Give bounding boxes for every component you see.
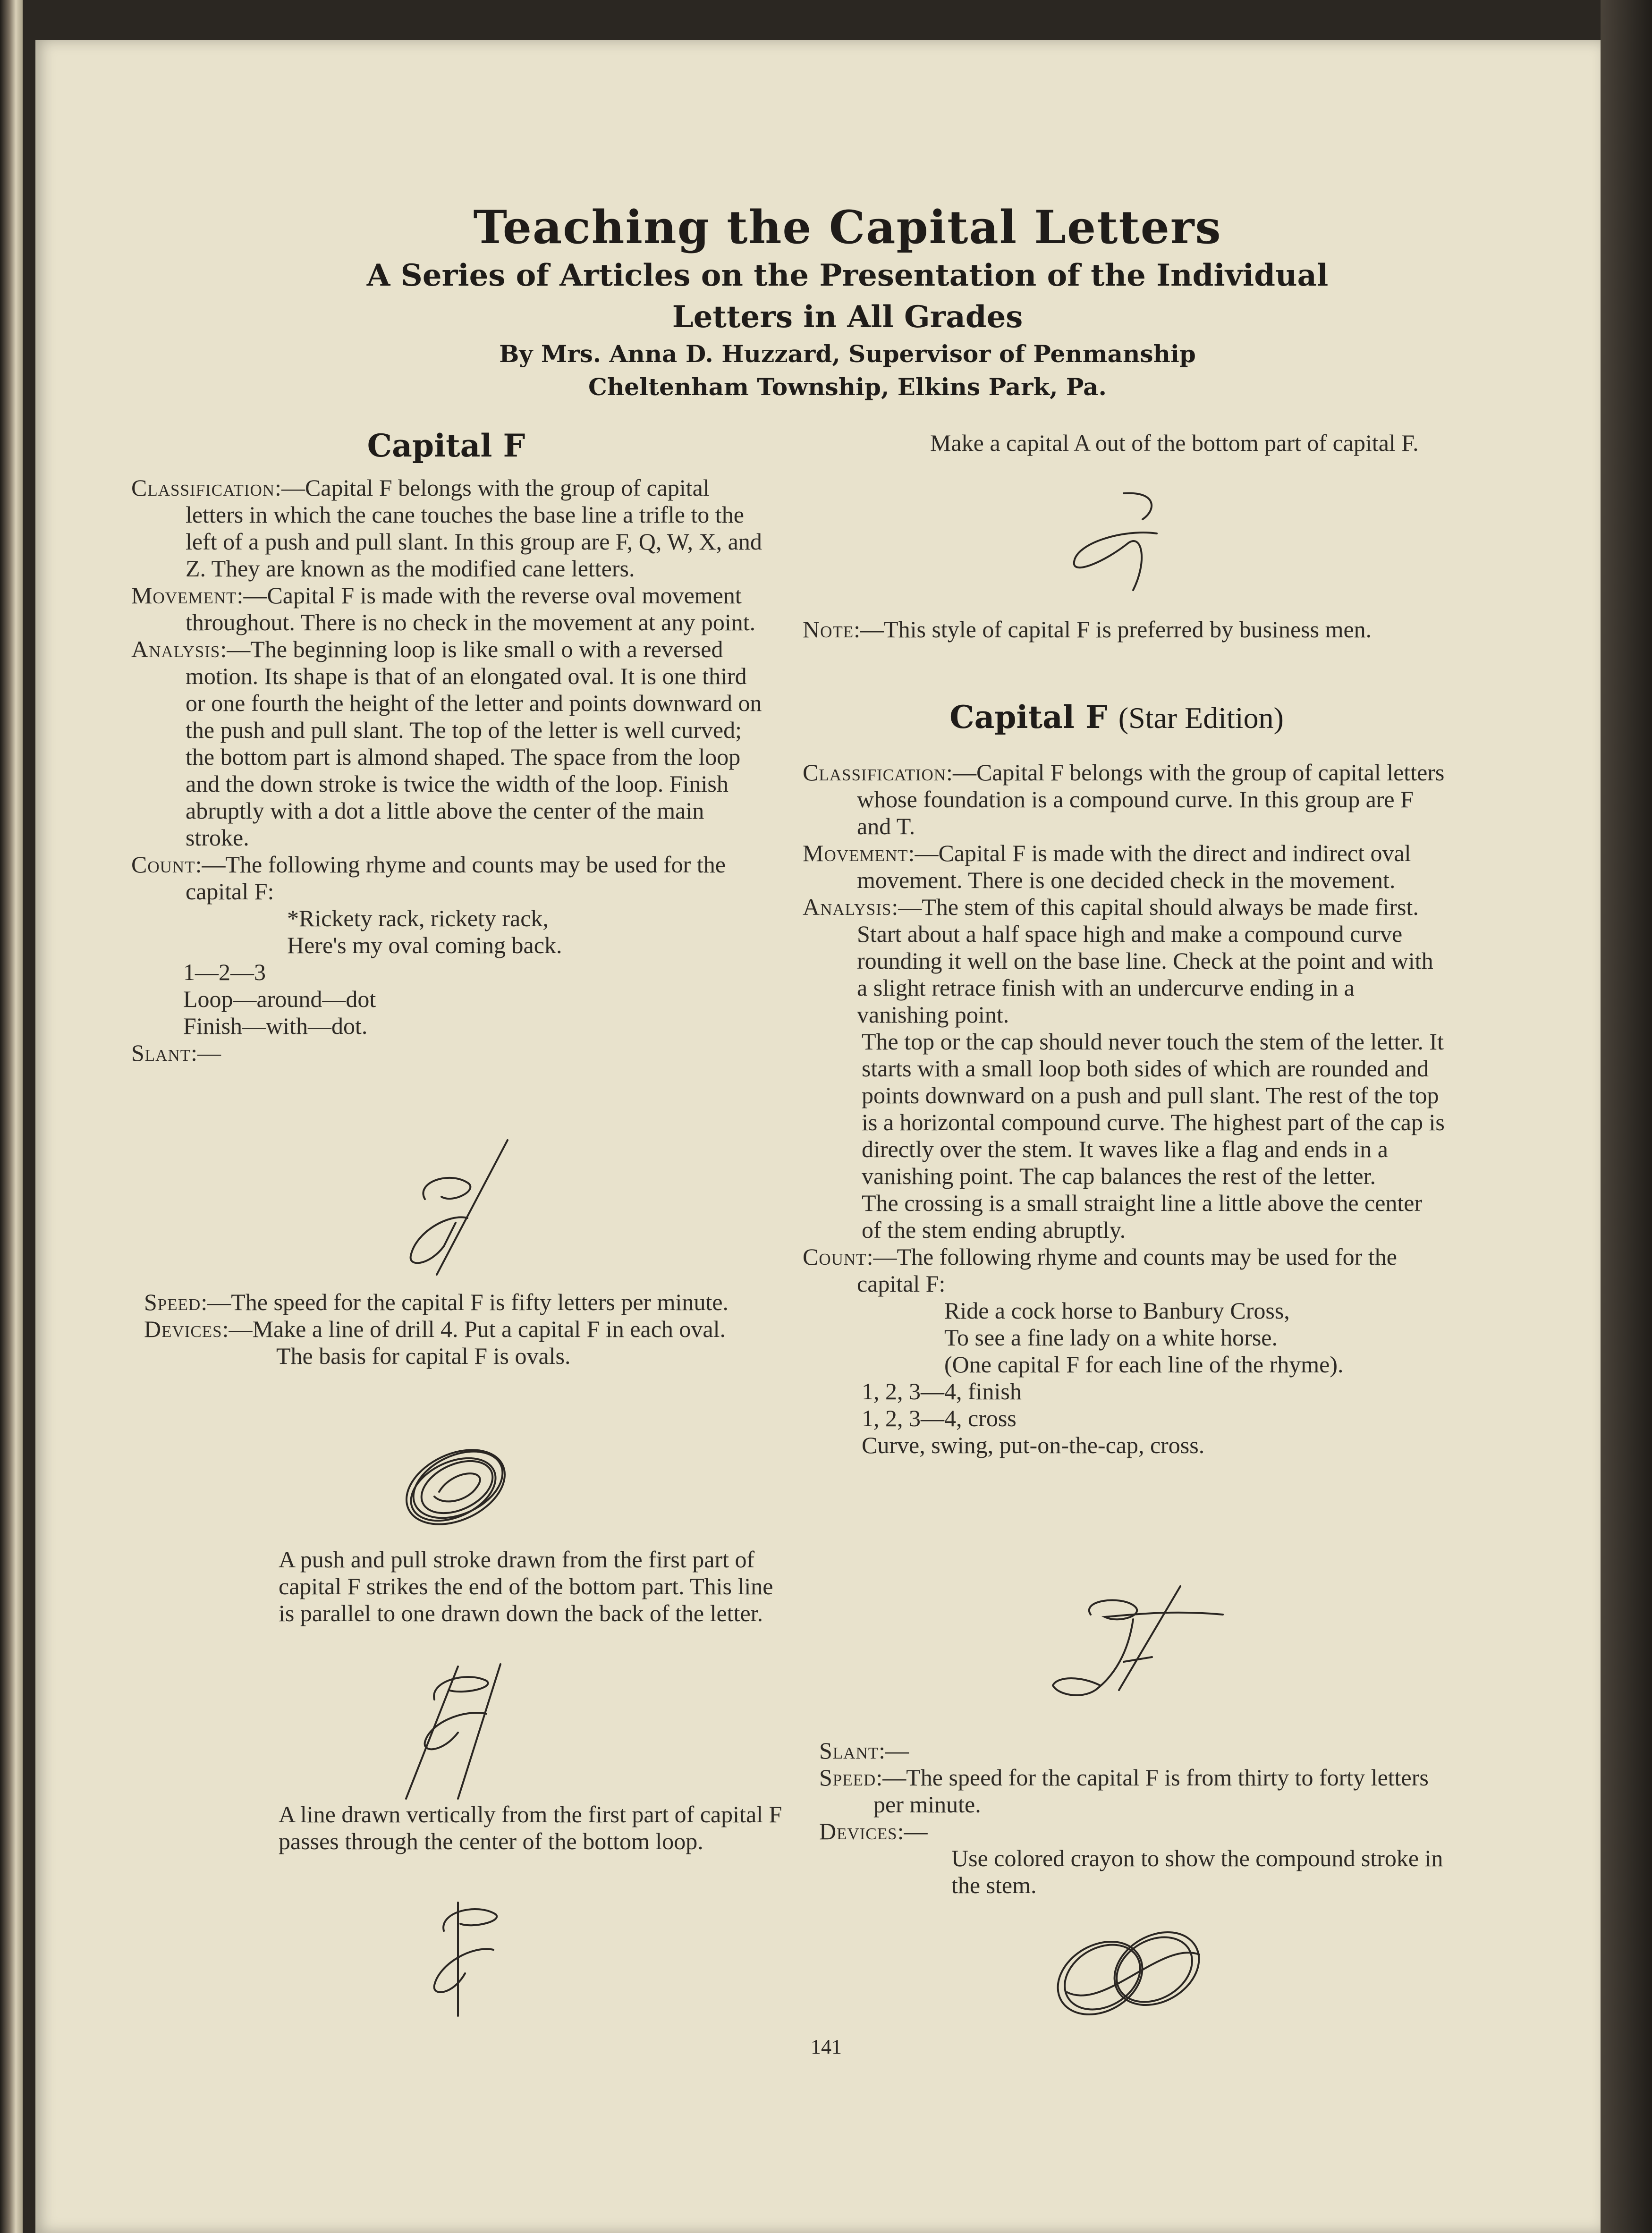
label: Count — [803, 1243, 867, 1270]
body: :—Capital F belongs with the group of capital letters in which the cane touches the base line a trifle to the left of a push and pull slant. In this group are F, Q, W, X, and Z. They are known as the modified cane letters. — [186, 474, 762, 582]
label: Analysis — [131, 636, 220, 662]
right-speed — [819, 1764, 1461, 1818]
right-rhyme-line-2: To see a fine lady on a white horse. — [944, 1324, 1278, 1351]
body: :—Capital F belongs with the group of capital letters whose foundation is a compound curve. In this group are F and T. — [857, 759, 1445, 839]
body: :—Capital F is made with the reverse oval movement throughout. There is no check in the movement at any point. — [186, 582, 756, 635]
right-analysis — [803, 894, 1445, 1028]
label: Speed — [144, 1289, 201, 1315]
body: :— — [879, 1737, 909, 1764]
body: :—Make a line of drill 4. Put a capital F in each oval. — [222, 1316, 726, 1342]
label: Count — [131, 851, 195, 878]
body: :—This style of capital F is preferred by business men. — [854, 616, 1372, 643]
left-movement — [131, 582, 769, 636]
right-devices-detail: Use colored crayon to show the compound stroke in the stem. — [951, 1845, 1443, 1898]
left-count — [131, 851, 769, 905]
body: :—The following rhyme and counts may be used for the capital F: — [186, 851, 726, 905]
right-count-line-2: 1, 2, 3—4, cross — [862, 1405, 1017, 1431]
body: :—The speed for the capital F is fifty letters per minute. — [201, 1289, 729, 1315]
left-section-heading: Capital F — [367, 427, 525, 464]
label: Note — [803, 616, 854, 643]
left-speed — [144, 1289, 772, 1316]
body: :—The speed for the capital F is from thirty to forty letters per minute. — [873, 1764, 1429, 1818]
left-devices-basis: The basis for capital F is ovals. — [276, 1343, 571, 1369]
left-count-line-2: Loop—around—dot — [183, 986, 376, 1012]
label: Devices — [144, 1316, 222, 1342]
left-text-block-2 — [144, 1289, 772, 1370]
right-note — [803, 616, 1440, 643]
heading-plain: (Star Edition) — [1118, 701, 1284, 735]
right-section-heading — [803, 699, 1431, 736]
byline-line-1: By Mrs. Anna D. Huzzard, Supervisor of Penmanship — [499, 340, 1196, 368]
right-capital-a-text: Make a capital A out of the bottom part of capital F. — [930, 430, 1419, 456]
right-count-line-1: 1, 2, 3—4, finish — [862, 1378, 1022, 1404]
left-analysis — [131, 636, 769, 851]
label: Devices — [819, 1818, 898, 1844]
body: :—The following rhyme and counts may be used for the capital F: — [857, 1243, 1397, 1297]
body: :—Capital F is made with the direct and indirect oval movement. There is one decided check in the movement. — [857, 840, 1411, 893]
right-rhyme-line-1: Ride a cock horse to Banbury Cross, — [944, 1297, 1290, 1324]
article-subtitle — [142, 255, 1553, 338]
label: Analysis — [803, 894, 892, 920]
left-rhyme-line-1: *Rickety rack, rickety rack, — [287, 905, 549, 931]
compound-stroke-figure — [1048, 1926, 1218, 2021]
oval-drill-figure — [397, 1440, 519, 1534]
right-classification — [803, 759, 1445, 840]
left-devices — [144, 1316, 772, 1343]
right-devices — [819, 1818, 1461, 1845]
right-note-hang — [803, 616, 1440, 643]
page-edge-shadow — [1601, 0, 1652, 2233]
left-text-block-1 — [131, 474, 769, 1066]
left-rhyme-line-2: Here's my oval coming back. — [287, 932, 562, 958]
article-title: Teaching the Capital Letters — [473, 201, 1222, 254]
label: Classification — [803, 759, 947, 786]
subtitle-line-2: Letters in All Grades — [672, 299, 1023, 335]
capital-a-figure — [1062, 491, 1185, 600]
right-count — [803, 1243, 1445, 1297]
label: Slant — [131, 1040, 191, 1066]
page-number: 141 — [811, 2035, 842, 2058]
star-edition-capital-f-figure — [1039, 1582, 1228, 1737]
left-classification — [131, 474, 769, 582]
push-pull-figure — [397, 1662, 519, 1803]
right-count-line-3: Curve, swing, put-on-the-cap, cross. — [862, 1432, 1205, 1458]
right-analysis-2: The top or the cap should never touch the stem of the letter. It starts with a small loop both sides of which are rounded and points downward on a push and pull slant. The rest of the top is a horizontal compound curve. The highest part of the cap is directly over the stem. It waves like a flag and ends in a vanishing point. The cap balances the rest of the letter. — [862, 1028, 1445, 1189]
right-rhyme-line-3: (One capital F for each line of the rhyme). — [944, 1351, 1344, 1378]
left-push-pull-text: A push and pull stroke drawn from the first part of capital F strikes the end of the bottom part. This line is parallel to one drawn down the back of the letter. — [279, 1546, 773, 1626]
book-spine — [0, 0, 23, 2233]
slant-figure-capital-f — [397, 1138, 519, 1279]
body: :—The beginning loop is like small o with a reversed motion. Its shape is that of an elongated oval. It is one third or one fourth the height of the letter and points downward on the push and pull slant. The top of the letter is well curved; the bottom part is almond shaped. The space from the loop and the down stroke is twice the width of the loop. Finish abruptly with a dot a little above the center of the main stroke. — [186, 636, 762, 851]
right-text-block-1 — [803, 759, 1445, 1459]
label: Speed — [819, 1764, 876, 1791]
label: Movement — [131, 582, 237, 609]
right-analysis-3: The crossing is a small straight line a little above the center of the stem ending abruptly. — [862, 1190, 1423, 1243]
vertical-line-figure — [411, 1898, 515, 2021]
left-count-line-1: 1—2—3 — [183, 959, 266, 985]
label: Slant — [819, 1737, 879, 1764]
body: :— — [191, 1040, 221, 1066]
subtitle-line-1: A Series of Articles on the Presentation of the Individual — [366, 258, 1329, 293]
right-movement — [803, 840, 1445, 894]
right-slant — [819, 1737, 1461, 1764]
label: Movement — [803, 840, 908, 866]
left-vertical-text: A line drawn vertically from the first part of capital F passes through the center of the bottom loop. — [279, 1801, 782, 1854]
heading-bold: Capital F — [949, 699, 1108, 736]
body: :— — [897, 1818, 928, 1844]
byline-line-2: Cheltenham Township, Elkins Park, Pa. — [588, 373, 1107, 401]
left-count-line-3: Finish—with—dot. — [183, 1013, 368, 1039]
byline — [142, 338, 1553, 404]
body: :—The stem of this capital should always be made first. Start about a half space high and make a compound curve rounding it well on the base line. Check at the point and with a slight retrace finish with an undercurve ending in a vanishing point. — [857, 894, 1433, 1028]
label: Classification — [131, 474, 275, 501]
right-text-block-2 — [819, 1737, 1461, 1899]
left-slant — [131, 1040, 769, 1066]
